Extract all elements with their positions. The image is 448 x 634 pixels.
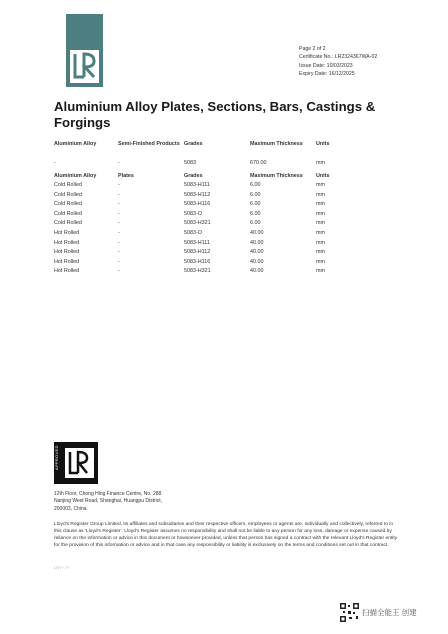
- table-cell: 6.00: [250, 201, 261, 208]
- table-cell: mm: [316, 191, 325, 198]
- table-cell: mm: [316, 249, 325, 256]
- table-row: [54, 160, 346, 170]
- table-cell: mm: [316, 220, 325, 227]
- table-cell: 40.00: [250, 229, 264, 236]
- table-row: [54, 220, 346, 230]
- table-cell: -: [118, 249, 120, 256]
- certificate-meta: [299, 45, 377, 78]
- table-cell: 40.00: [250, 258, 264, 265]
- table-cell: mm: [316, 268, 325, 275]
- table-cell: Hot Rolled: [54, 268, 80, 275]
- table-cell: Hot Rolled: [54, 249, 80, 256]
- table-cell: Cold Rolled: [54, 201, 82, 208]
- table-cell: Cold Rolled: [54, 191, 82, 198]
- expiry-date: Expiry Date: 16/12/2025: [299, 70, 355, 77]
- table-cell: 670.00: [250, 160, 267, 166]
- col-header: Maximum Thickness: [250, 173, 303, 179]
- table-row: [54, 230, 346, 240]
- table-cell: 6.00: [250, 210, 261, 217]
- table-row: [54, 201, 346, 211]
- address-line: 200003, China: [54, 505, 87, 512]
- col-header: Aluminium Alloy: [54, 141, 97, 147]
- table-cell: Cold Rolled: [54, 210, 82, 217]
- table-cell: -: [118, 191, 120, 198]
- table-cell: mm: [316, 229, 325, 236]
- table-cell: mm: [316, 182, 325, 188]
- table-cell: mm: [316, 201, 325, 208]
- page-number: Page 2 of 2: [299, 46, 326, 52]
- qr-code-icon: [340, 603, 359, 622]
- col-header: Plates: [118, 173, 134, 179]
- table-cell: -: [118, 160, 120, 166]
- table-cell: Cold Rolled: [54, 182, 82, 188]
- office-address: [54, 491, 194, 513]
- table-cell: Hot Rolled: [54, 229, 80, 236]
- table-cell: mm: [316, 210, 325, 217]
- document-reference: LR?? ??: [54, 565, 70, 570]
- table-cell: -: [118, 210, 120, 217]
- table-cell: Hot Rolled: [54, 239, 80, 246]
- col-header: Units: [316, 173, 330, 179]
- table-cell: 6.00: [250, 182, 261, 188]
- table-cell: -: [118, 239, 120, 246]
- table-cell: 5083-H116: [184, 258, 211, 265]
- col-header: Units: [316, 141, 330, 147]
- table-cell: 40.00: [250, 239, 264, 246]
- table-cell: -: [118, 220, 120, 227]
- table-cell: 6.00: [250, 220, 261, 227]
- table-cell: -: [118, 201, 120, 208]
- lr-logo: [66, 14, 103, 87]
- table-row: [54, 211, 346, 221]
- table-row: [54, 240, 346, 250]
- table-cell: 5083: [184, 160, 196, 166]
- table-cell: Cold Rolled: [54, 220, 82, 227]
- legal-disclaimer: Lloyd's Register Group Limited, its affiliates and subsidiaries and their respective officers, employees or agents are, individually and collectively, referred to in this clause as 'Lloyd's Register'. Lloyd's Register assumes no responsibility and shall not be liable to any person for any loss, damage or expense caused by reliance on the information or advice in this document or howsoever provided, unless that person has signed a contract with the relevant Lloyd's Register entity for the provision of this information or advice and in that case any responsibility or liability is exclusively on the terms and conditions set out in that contract.: [54, 522, 398, 548]
- certificate-number: Certificate No.: LR2324367WA-02: [299, 54, 378, 61]
- approved-lr-icon: [65, 448, 94, 478]
- table-cell: 5083-H321: [184, 220, 211, 227]
- approved-mark: [54, 442, 98, 484]
- table-cell: 40.00: [250, 249, 264, 256]
- table-cell: -: [118, 182, 120, 188]
- semi-finished-table: [54, 141, 346, 170]
- table-header-row: [54, 141, 346, 160]
- table-cell: mm: [316, 239, 325, 246]
- table-cell: -: [54, 160, 56, 166]
- table-cell: 5083-H111: [184, 182, 210, 188]
- table-header-row: [54, 173, 346, 182]
- table-cell: -: [118, 268, 120, 275]
- col-header: Semi-Finished Products: [118, 141, 180, 147]
- scanner-watermark: 扫描全能王 创建: [362, 608, 417, 617]
- table-cell: 5083-O: [184, 229, 202, 236]
- table-cell: Hot Rolled: [54, 258, 80, 265]
- table-cell: -: [118, 258, 120, 265]
- table-cell: 5083-H111: [184, 239, 210, 246]
- col-header: Grades: [184, 141, 203, 147]
- col-header: Aluminium Alloy: [54, 173, 97, 179]
- table-row: [54, 268, 346, 278]
- table-cell: mm: [316, 258, 325, 265]
- lr-logo-icon: [66, 14, 103, 87]
- table-cell: 5083-H112: [184, 191, 211, 198]
- issue-date: Issue Date: 10/03/2023: [299, 62, 353, 69]
- table-cell: 5083-O: [184, 210, 202, 217]
- address-line: 12th Floor, Chong Hing Finance Centre, No. 288: [54, 491, 162, 497]
- col-header: Grades: [184, 173, 203, 179]
- table-row: [54, 249, 346, 259]
- table-cell: 5083-H321: [184, 268, 211, 275]
- address-line: Nanjing West Road, Shanghai, Huangpu District,: [54, 498, 163, 505]
- table-cell: 5083-H116: [184, 201, 211, 208]
- table-row: [54, 192, 346, 202]
- table-row: [54, 259, 346, 269]
- table-row: [54, 182, 346, 192]
- approved-label: APPROVED: [54, 445, 59, 470]
- table-cell: mm: [316, 160, 325, 166]
- table-cell: 5083-H112: [184, 249, 211, 256]
- plates-table: [54, 173, 346, 278]
- document-title: Aluminium Alloy Plates, Sections, Bars, Castings & Forgings: [54, 99, 376, 130]
- table-cell: 6.00: [250, 191, 261, 198]
- col-header: Maximum Thickness: [250, 141, 303, 147]
- table-cell: -: [118, 229, 120, 236]
- table-cell: 40.00: [250, 268, 264, 275]
